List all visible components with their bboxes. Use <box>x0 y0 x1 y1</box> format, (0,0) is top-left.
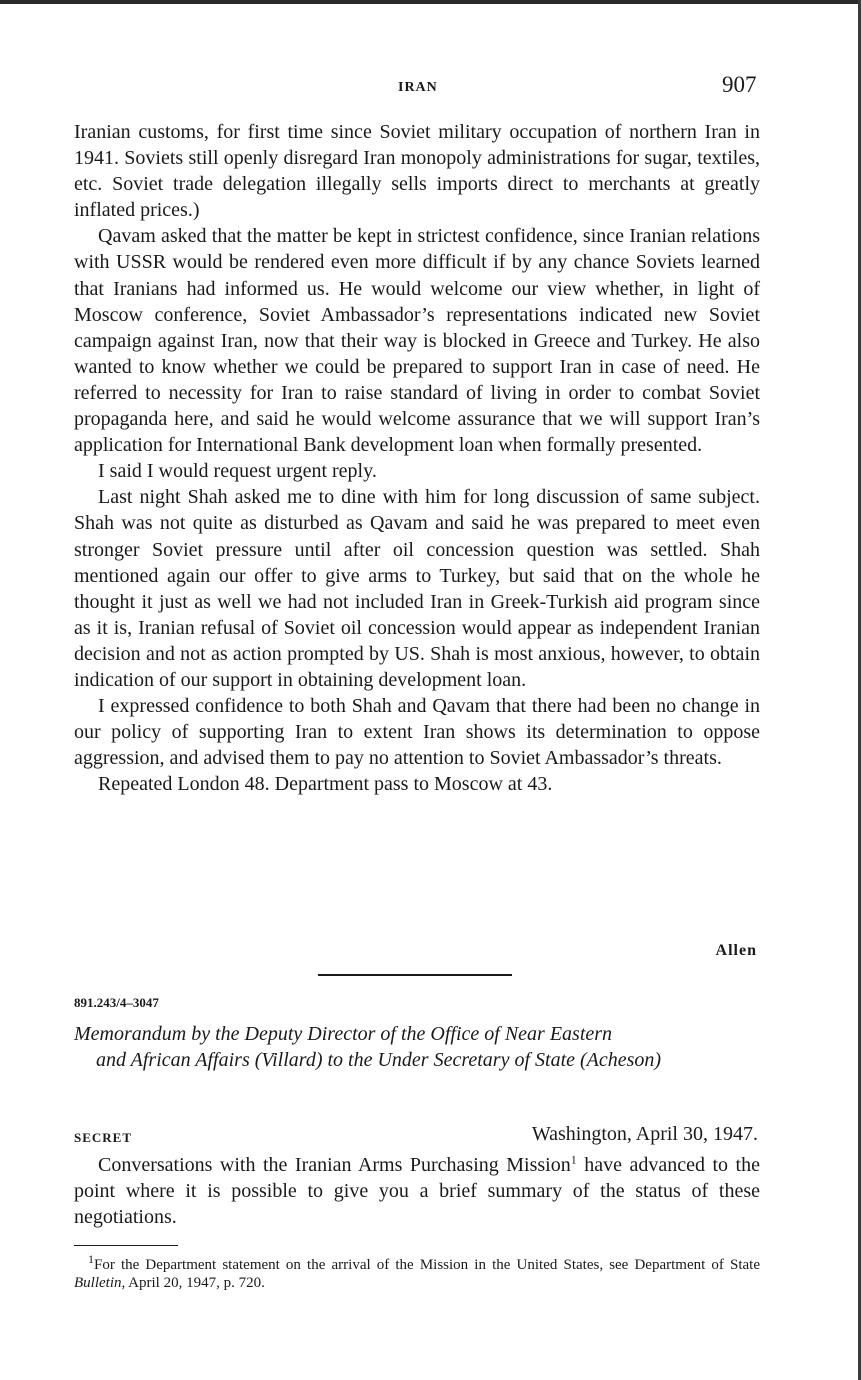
memo-title-line: Memorandum by the Deputy Director of the Office of Near Eastern <box>74 1023 613 1045</box>
footnote-number: 1 <box>88 1252 94 1266</box>
paragraph-text: Conversations with the Iranian Arms Purchasing Mission <box>98 1154 571 1176</box>
footnote-text: , April 20, 1947, p. 720. <box>121 1275 265 1291</box>
footnote-reference: 1 <box>570 1152 577 1167</box>
memo-title <box>74 1021 760 1073</box>
section-divider <box>318 974 512 976</box>
paragraph: Iranian customs, for first time since Soviet military occupation of northern Iran in 1941. Soviets still openly disregard Iran monopoly administrations for sugar, textiles, etc. Soviet trade delegation illegally sells imports direct to merchants at greatly inflated prices.) <box>74 121 760 222</box>
telegram-body <box>74 119 760 797</box>
paragraph: I said I would request urgent reply. <box>98 460 377 483</box>
paragraph: I expressed confidence to both Shah and Qavam that there had been no change in our policy of supporting Iran to extent Iran shows its determination to oppose aggression, and advised them to pay no attention to Soviet Ambassador’s threats. <box>74 695 760 770</box>
file-number: 891.243/4–3047 <box>74 995 159 1010</box>
paragraph-text: have advanced to the point where it is possible to give you a brief summary of the status of these negotiations. <box>74 1154 760 1229</box>
running-head: IRAN <box>398 80 438 95</box>
dateline: Washington, April 30, 1947. <box>531 1123 758 1145</box>
page-header <box>0 72 861 106</box>
memo-body <box>74 1152 760 1230</box>
footnote-text: For the Department statement on the arrival of the Mission in the United States, see Department of State <box>94 1257 760 1273</box>
paragraph <box>74 1152 760 1230</box>
scan-top-edge <box>0 0 861 4</box>
paragraph: Qavam asked that the matter be kept in strictest confidence, since Iranian relations with USSR would be rendered even more difficult if by any chance Soviets learned that Iranians had informed us. He would welcome our view whether, in light of Moscow conference, Soviet Ambassador’s representations indicated new Soviet campaign against Iran, now that their way is blocked in Greece and Turkey. He also wanted to know whether we could be prepared to support Iran in case of need. He referred to necessity for Iran to raise standard of living in order to combat Soviet propaganda here, and said he would welcome assurance that we will support Iran’s application for International Bank development loan when formally presented. <box>74 225 760 457</box>
paragraph: Repeated London 48. Department pass to Moscow at 43. <box>98 773 553 796</box>
paragraph: Last night Shah asked me to dine with him for long discussion of same subject. Shah was not quite as disturbed as Qavam and said he was prepared to meet even stronger Soviet pressure until after oil concession question was settled. Shah mentioned again our offer to give arms to Turkey, but said that on the whole he thought it just as well we had not included Iran in Greek-Turkish aid program since as it is, Iranian refusal of Soviet oil concession would appear as independent Iranian decision and not as action prompted by US. Shah is most anxious, however, to obtain indication of our support in obtaining development loan. <box>74 486 760 691</box>
signature: Allen <box>715 942 757 959</box>
footnote-divider <box>74 1245 178 1246</box>
memo-title-continuation: and African Affairs (Villard) to the Under Secretary of State (Acheson) <box>96 1049 662 1071</box>
footnote-publication: Bulletin <box>74 1275 122 1291</box>
classification-label: SECRET <box>74 1130 133 1145</box>
page-number: 907 <box>722 72 757 97</box>
footnote <box>74 1252 760 1292</box>
